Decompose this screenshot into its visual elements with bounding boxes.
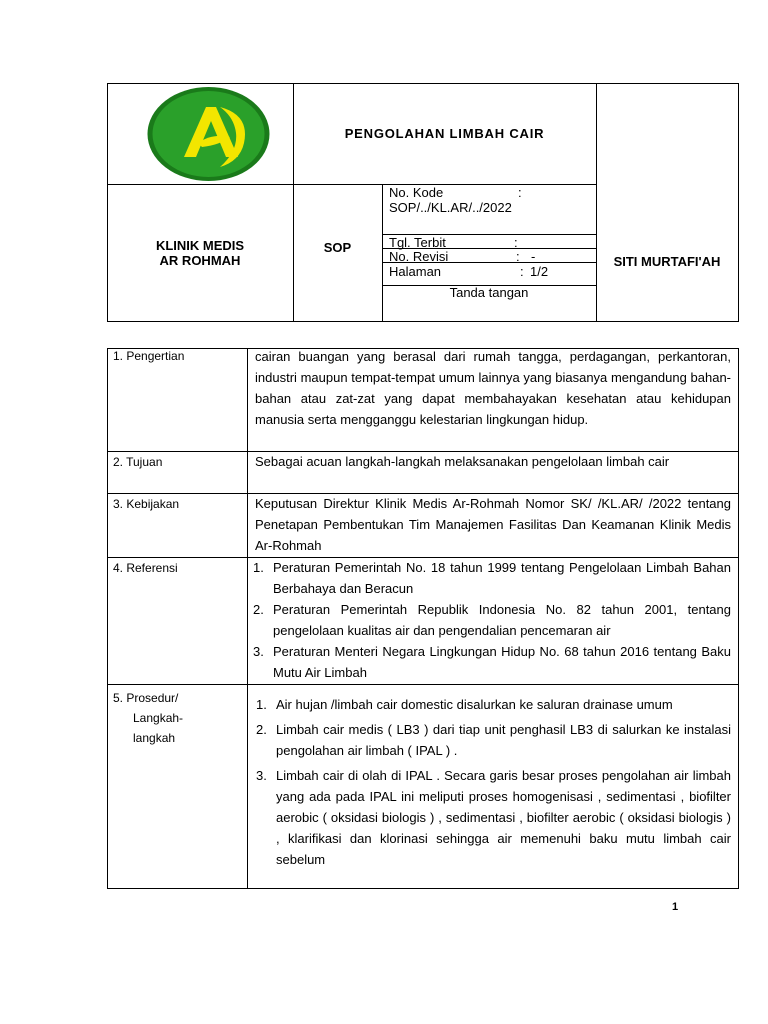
tgl-terbit-sep: : <box>514 235 518 250</box>
prosedur-label-line2: Langkah- <box>133 711 184 725</box>
tgl-terbit-label: Tgl. Terbit <box>389 235 446 250</box>
halaman-label: Halaman <box>389 264 442 279</box>
list-number: 3. <box>253 644 264 659</box>
list-item <box>256 719 731 761</box>
list-item <box>253 599 731 641</box>
list-number: 2. <box>256 722 267 737</box>
no-revisi-value: - <box>531 249 536 264</box>
prosedur-label <box>113 688 183 748</box>
list-text: Limbah cair di olah di IPAL . Secara garis besar proses pengolahan air limbah yang ada pada IPAL ini meliputi proses homogenisasi , sedimentasi , biofilter aerobic ( oksidasi biologis ) , sedimentasi , biofilter aerobic ( oksidasi biologis ) , klarifikasi dan klorinasi sehingga air memenuhi baku mutu limbah cair sebelum <box>276 768 731 867</box>
list-item <box>256 765 731 870</box>
list-text: Peraturan Pemerintah Republik Indonesia No. 82 tahun 2001, tentang pengelolaan kualitas air dan pengendalian pencemaran air <box>273 602 731 638</box>
doc-type: SOP <box>323 240 352 255</box>
referensi-list <box>253 557 731 683</box>
clinic-name-line1: KLINIK MEDIS <box>155 238 245 253</box>
list-text: Peraturan Menteri Negara Lingkungan Hidup No. 68 tahun 2016 tentang Baku Mutu Air Limbah <box>273 644 731 680</box>
clinic-name <box>107 238 293 268</box>
list-number: 2. <box>253 602 264 617</box>
pengertian-text <box>255 346 731 430</box>
prosedur-label-line1: 5. Prosedur/ <box>113 691 179 705</box>
list-number: 1. <box>253 560 264 575</box>
signature-label: Tanda tangan <box>449 285 529 300</box>
page-number: 1 <box>672 901 679 913</box>
prosedur-list <box>256 694 731 886</box>
halaman-sep: : <box>520 264 524 279</box>
clinic-logo-icon <box>146 85 271 183</box>
referensi-label: 4. Referensi <box>113 561 178 575</box>
kebijakan-paragraph: Keputusan Direktur Klinik Medis Ar-Rohmah Nomor SK/ /KL.AR/ /2022 tentang Penetapan Pembentukan Tim Manajemen Fasilitas Dan Keamanan Klinik Medis Ar-Rohmah <box>255 496 731 553</box>
tujuan-label: 2. Tujuan <box>113 455 163 469</box>
tujuan-paragraph: Sebagai acuan langkah-langkah melaksanakan pengelolaan limbah cair <box>255 454 670 469</box>
list-number: 1. <box>256 697 267 712</box>
no-kode-value: SOP/../KL.AR/../2022 <box>389 200 512 215</box>
kebijakan-label: 3. Kebijakan <box>113 497 180 511</box>
list-text: Limbah cair medis ( LB3 ) dari tiap unit penghasil LB3 di salurkan ke instalasi pengolahan air limbah ( IPAL ) . <box>276 722 731 758</box>
halaman-value: 1/2 <box>530 264 549 279</box>
tujuan-text <box>255 451 731 472</box>
clinic-name-line2: AR ROHMAH <box>159 253 241 268</box>
list-item <box>253 557 731 599</box>
no-kode-sep: : <box>518 185 522 200</box>
list-item <box>253 641 731 683</box>
no-revisi-label: No. Revisi <box>389 249 449 264</box>
list-item <box>256 694 731 715</box>
pengertian-label: 1. Pengertian <box>113 349 185 363</box>
clinic-logo <box>146 85 271 183</box>
document-title: PENGOLAHAN LIMBAH CAIR <box>344 126 545 141</box>
list-number: 3. <box>256 768 267 783</box>
kebijakan-text <box>255 493 731 556</box>
signatory-name: SITI MURTAFI'AH <box>613 254 721 269</box>
pengertian-paragraph: cairan buangan yang berasal dari rumah tangga, perdagangan, perkantoran, industri maupun tempat-tempat umum lainnya yang biasanya mengandung bahan-bahan atau zat-zat yang dapat membahayakan kesehatan atau kehidupan manusia serta mengganggu kelestarian lingkungan hidup. <box>255 349 731 427</box>
list-text: Air hujan /limbah cair domestic disalurkan ke saluran drainase umum <box>276 697 673 712</box>
no-revisi-sep: : <box>516 249 520 264</box>
list-text: Peraturan Pemerintah No. 18 tahun 1999 tentang Pengelolaan Limbah Bahan Berbahaya dan Beracun <box>273 560 731 596</box>
prosedur-label-line3: langkah <box>133 731 176 745</box>
no-kode-label: No. Kode <box>389 185 444 200</box>
